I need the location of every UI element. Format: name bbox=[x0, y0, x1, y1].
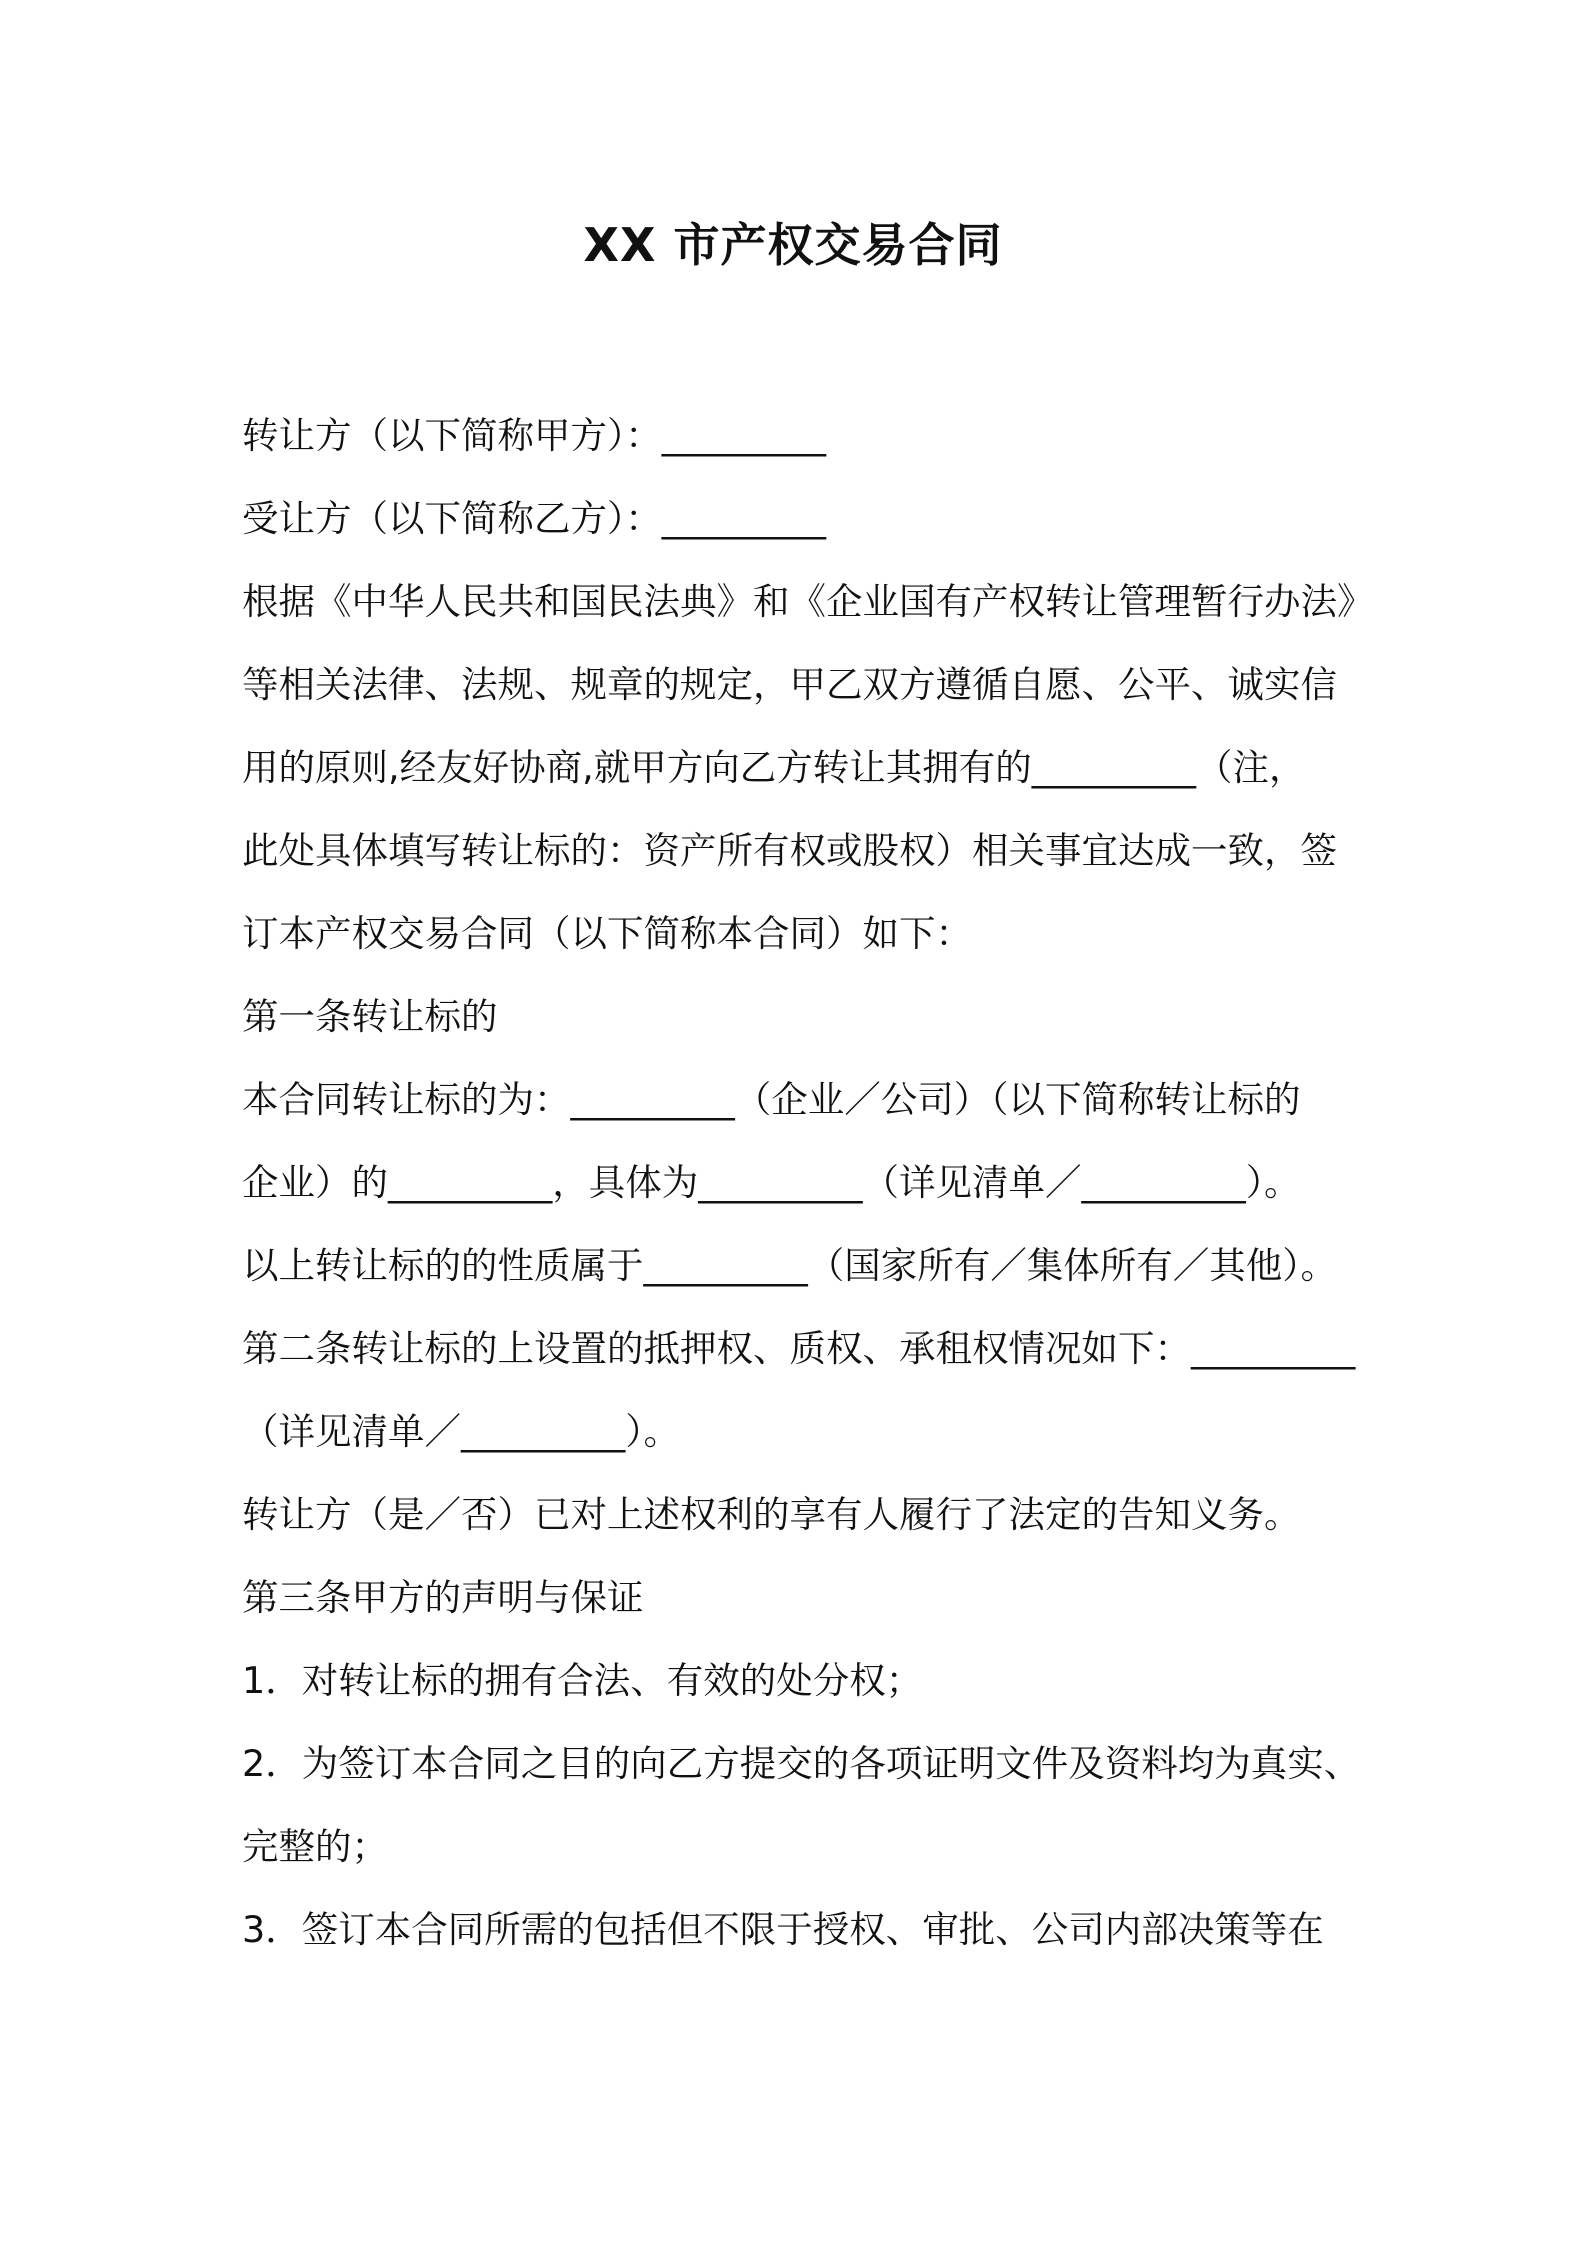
article-2-line-1: 第二条转让标的上设置的抵押权、质权、承租权情况如下：_________ bbox=[242, 1327, 1356, 1370]
article-3-item-1: 1．对转让标的拥有合法、有效的处分权； bbox=[242, 1659, 923, 1702]
article-3-item-2-cont: 完整的； bbox=[242, 1825, 388, 1868]
transferor-line: 转让方（以下简称甲方）：_________ bbox=[242, 414, 826, 457]
preamble-line-2: 等相关法律、法规、规章的规定，甲乙双方遵循自愿、公平、诚实信 bbox=[242, 663, 1337, 706]
article-1-line-3: 以上转让标的的性质属于_________（国家所有／集体所有／其他）。 bbox=[242, 1244, 1337, 1287]
article-3-item-2: 2．为签订本合同之目的向乙方提交的各项证明文件及资料均为真实、 bbox=[242, 1742, 1361, 1785]
article-2-line-2: （详见清单／_________）。 bbox=[242, 1410, 680, 1453]
article-1-line-1: 本合同转让标的为：_________（企业／公司）（以下简称转让标的 bbox=[242, 1078, 1301, 1121]
preamble-line-3: 用的原则,经友好协商,就甲方向乙方转让其拥有的_________（注， bbox=[242, 746, 1306, 789]
preamble-line-4: 此处具体填写转让标的：资产所有权或股权）相关事宜达成一致，签 bbox=[242, 829, 1337, 872]
article-1-heading: 第一条转让标的 bbox=[242, 995, 498, 1038]
article-3-heading: 第三条甲方的声明与保证 bbox=[242, 1576, 644, 1619]
notice-line: 转让方（是／否）已对上述权利的享有人履行了法定的告知义务。 bbox=[242, 1493, 1301, 1536]
transferee-line: 受让方（以下简称乙方）：_________ bbox=[242, 497, 826, 540]
document-title: XX 市产权交易合同 bbox=[583, 218, 1003, 272]
preamble-line-5: 订本产权交易合同（以下简称本合同）如下： bbox=[242, 912, 972, 955]
article-3-item-3: 3．签订本合同所需的包括但不限于授权、审批、公司内部决策等在 bbox=[242, 1908, 1324, 1951]
article-1-line-2: 企业）的_________，具体为_________（详见清单／_________）。 bbox=[242, 1161, 1301, 1204]
preamble-line-1: 根据《中华人民共和国民法典》和《企业国有产权转让管理暂行办法》 bbox=[242, 580, 1374, 623]
